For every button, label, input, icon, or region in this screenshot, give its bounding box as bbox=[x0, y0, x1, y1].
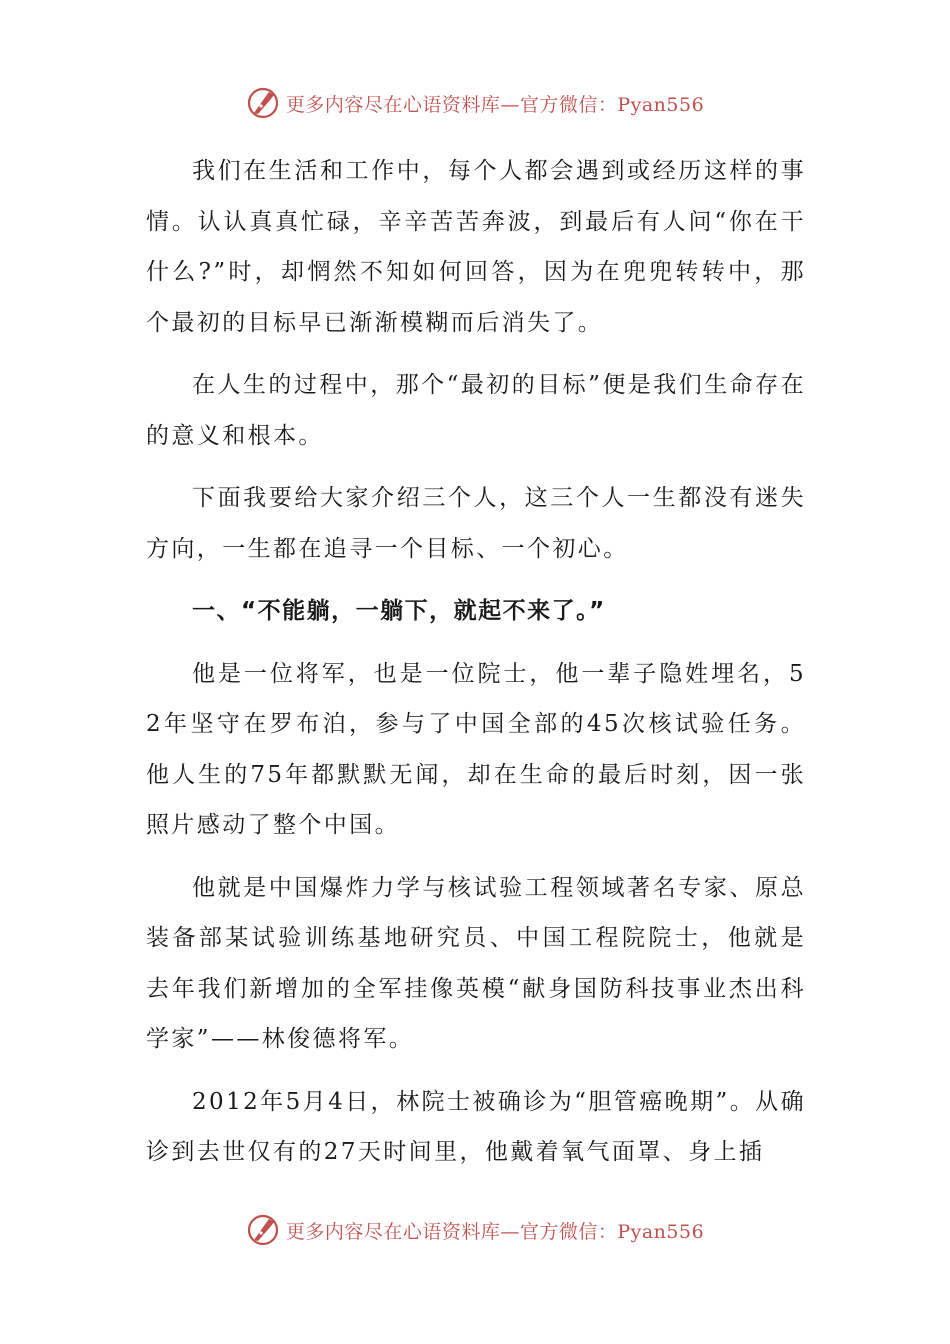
section-heading-1: 一、“不能躺，一躺下，就起不来了。” bbox=[192, 598, 606, 624]
pen-nib-logo-icon bbox=[246, 86, 280, 120]
paragraph-3: 下面我要给大家介绍三个人，这三个人一生都没有迷失方向，一生都在追寻一个目标、一个初心。 bbox=[146, 485, 806, 562]
paragraph-1: 我们在生活和工作中，每个人都会遇到或经历这样的事情。认认真真忙碌，辛辛苦苦奔波，到最后有人问“你在干什么?”时，却惘然不知如何回答，因为在兜兜转转中，那个最初的目标早已渐渐模糊而后消失了。 bbox=[146, 158, 806, 336]
paragraph-2: 在人生的过程中，那个“最初的目标”便是我们生命存在的意义和根本。 bbox=[146, 372, 806, 449]
pen-nib-logo-icon bbox=[246, 1213, 280, 1247]
paragraph-5: 他就是中国爆炸力学与核试验工程领域著名专家、原总装备部某试验训练基地研究员、中国工程院院士，他就是去年我们新增加的全军挂像英模“献身国防科技事业杰出科学家”——林俊德将军。 bbox=[146, 874, 806, 1052]
watermark-footer bbox=[0, 1210, 950, 1250]
watermark-footer-text: 更多内容尽在心语资料库—官方微信：Pyan556 bbox=[285, 1220, 705, 1243]
document-body bbox=[146, 146, 806, 1190]
watermark-header bbox=[0, 83, 950, 123]
watermark-header-text: 更多内容尽在心语资料库—官方微信：Pyan556 bbox=[285, 93, 705, 116]
paragraph-4: 他是一位将军，也是一位院士，他一辈子隐姓埋名，52年坚守在罗布泊，参与了中国全部的45次核试验任务。他人生的75年都默默无闻，却在生命的最后时刻，因一张照片感动了整个中国。 bbox=[146, 660, 806, 838]
paragraph-6: 2012年5月4日，林院士被确诊为“胆管癌晚期”。从确诊到去世仅有的27天时间里，他戴着氧气面罩、身上插 bbox=[146, 1088, 806, 1165]
